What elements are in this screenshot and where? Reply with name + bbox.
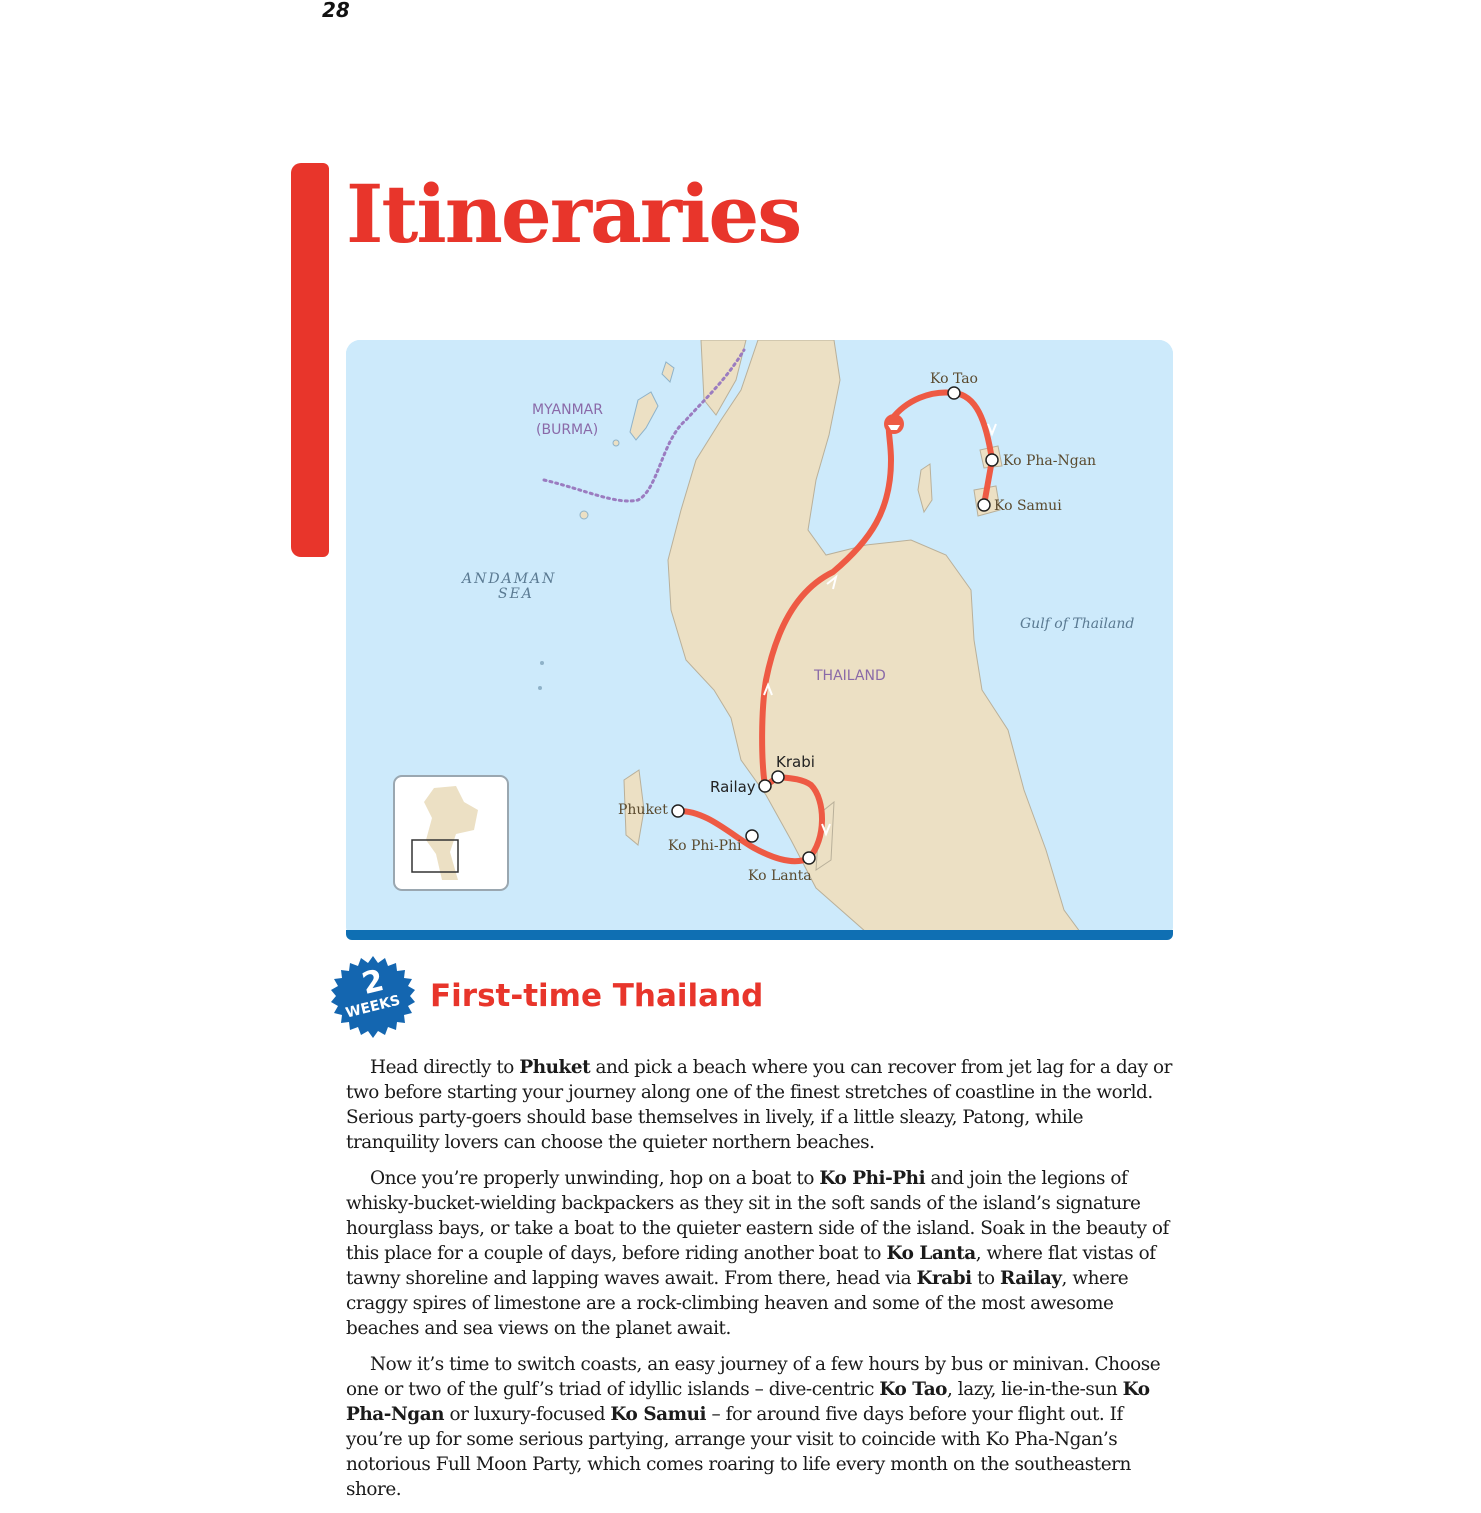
place-ko-tao: Ko Tao [879,1379,947,1400]
label-ko-phi-phi: Ko Phi-Phi [668,838,742,854]
label-gulf: Gulf of Thailand [1020,616,1135,632]
ferry-icon [884,414,904,434]
label-railay: Railay [710,778,756,796]
chapter-title: Itineraries [346,167,801,261]
badge-unit: WEEKS [344,992,402,1022]
stop-marker-ko-pha-ngan [986,454,998,466]
page-number: 28 [322,0,350,22]
place-railay: Railay [1000,1268,1062,1289]
map-canvas [346,340,1173,940]
duration-badge [330,955,416,1041]
island-shape [580,511,588,519]
text-run: , where craggy spires of limestone are a rock-climbing heaven and some of the most awesome beaches and sea views on the planet await. [346,1268,1129,1339]
island-shape [540,661,544,665]
place-ko-pha-ngan: Ko Pha-Ngan [346,1379,1150,1425]
place-ko-samui: Ko Samui [610,1404,707,1425]
stop-marker-railay [759,780,771,792]
stop-marker-ko-lanta [803,852,815,864]
label-krabi: Krabi [776,753,815,771]
place-krabi: Krabi [916,1268,972,1289]
label-andaman: ANDAMAN [462,571,557,587]
itinerary-map [346,340,1173,940]
stop-marker-ko-samui [978,499,990,511]
paragraph-1 [346,1055,1172,1155]
paragraph-2 [346,1166,1172,1341]
text-run: or luxury-focused [444,1404,611,1425]
island-shape [538,686,542,690]
label-burma: (BURMA) [536,422,599,438]
text-run: and join the legions of whisky-bucket-wielding backpackers as they sit in the soft sands of the island’s signature hourglass bays, or take a boat to the quieter eastern side of the island. Soak in the beauty of this place for a couple of days, before riding another boat to [346,1168,1169,1264]
stop-marker-ko-phi-phi [746,830,758,842]
itinerary-body [346,1055,1172,1513]
place-ko-phi-phi: Ko Phi-Phi [819,1168,926,1189]
label-ko-lanta: Ko Lanta [748,868,812,884]
text-run: , where flat vistas of tawny shoreline and lapping waves await. From there, head via [346,1243,1156,1289]
label-ko-samui: Ko Samui [994,498,1062,514]
label-thailand: THAILAND [814,668,886,684]
island-shape [613,440,619,446]
chapter-accent-bar [291,163,323,557]
text-run: and pick a beach where you can recover from jet lag for a day or two before starting your journey along one of the finest stretches of coastline in the world. Serious party-goers should base themselves in lively, if a little sleazy, Patong, while tranquility lovers can choose the quieter northern beaches. [346,1057,1172,1153]
label-myanmar: MYANMAR [532,402,603,418]
itinerary-title: First-time Thailand [430,978,764,1014]
stop-marker-ko-tao [948,387,960,399]
place-phuket: Phuket [519,1057,591,1078]
map-bottom-rule [346,930,1173,940]
label-sea: SEA [498,586,534,602]
label-ko-pha-ngan: Ko Pha-Ngan [1003,453,1097,469]
text-run: , lazy, lie-in-the-sun [946,1379,1123,1400]
text-run: Now it’s time to switch coasts, an easy journey of a few hours by bus or minivan. Choose one or two of the gulf’s triad of idyllic islands – dive-centric [346,1354,1161,1400]
paragraph-3 [346,1352,1172,1502]
badge-number: 2 [358,962,388,1003]
text-run: Once you’re properly unwinding, hop on a boat to [370,1168,820,1189]
label-ko-tao: Ko Tao [930,371,978,387]
label-phuket: Phuket [618,802,668,818]
text-run: – for around five days before your flight out. If you’re up for some serious partying, arrange your visit to coincide with Ko Pha-Ngan’s notorious Full Moon Party, which comes roaring to life every month on the southeastern shore. [346,1404,1131,1500]
stop-marker-phuket [672,805,684,817]
place-ko-lanta: Ko Lanta [886,1243,976,1264]
text-run: to [971,1268,1001,1289]
stop-marker-krabi [772,771,784,783]
text-run: Head directly to [370,1057,520,1078]
